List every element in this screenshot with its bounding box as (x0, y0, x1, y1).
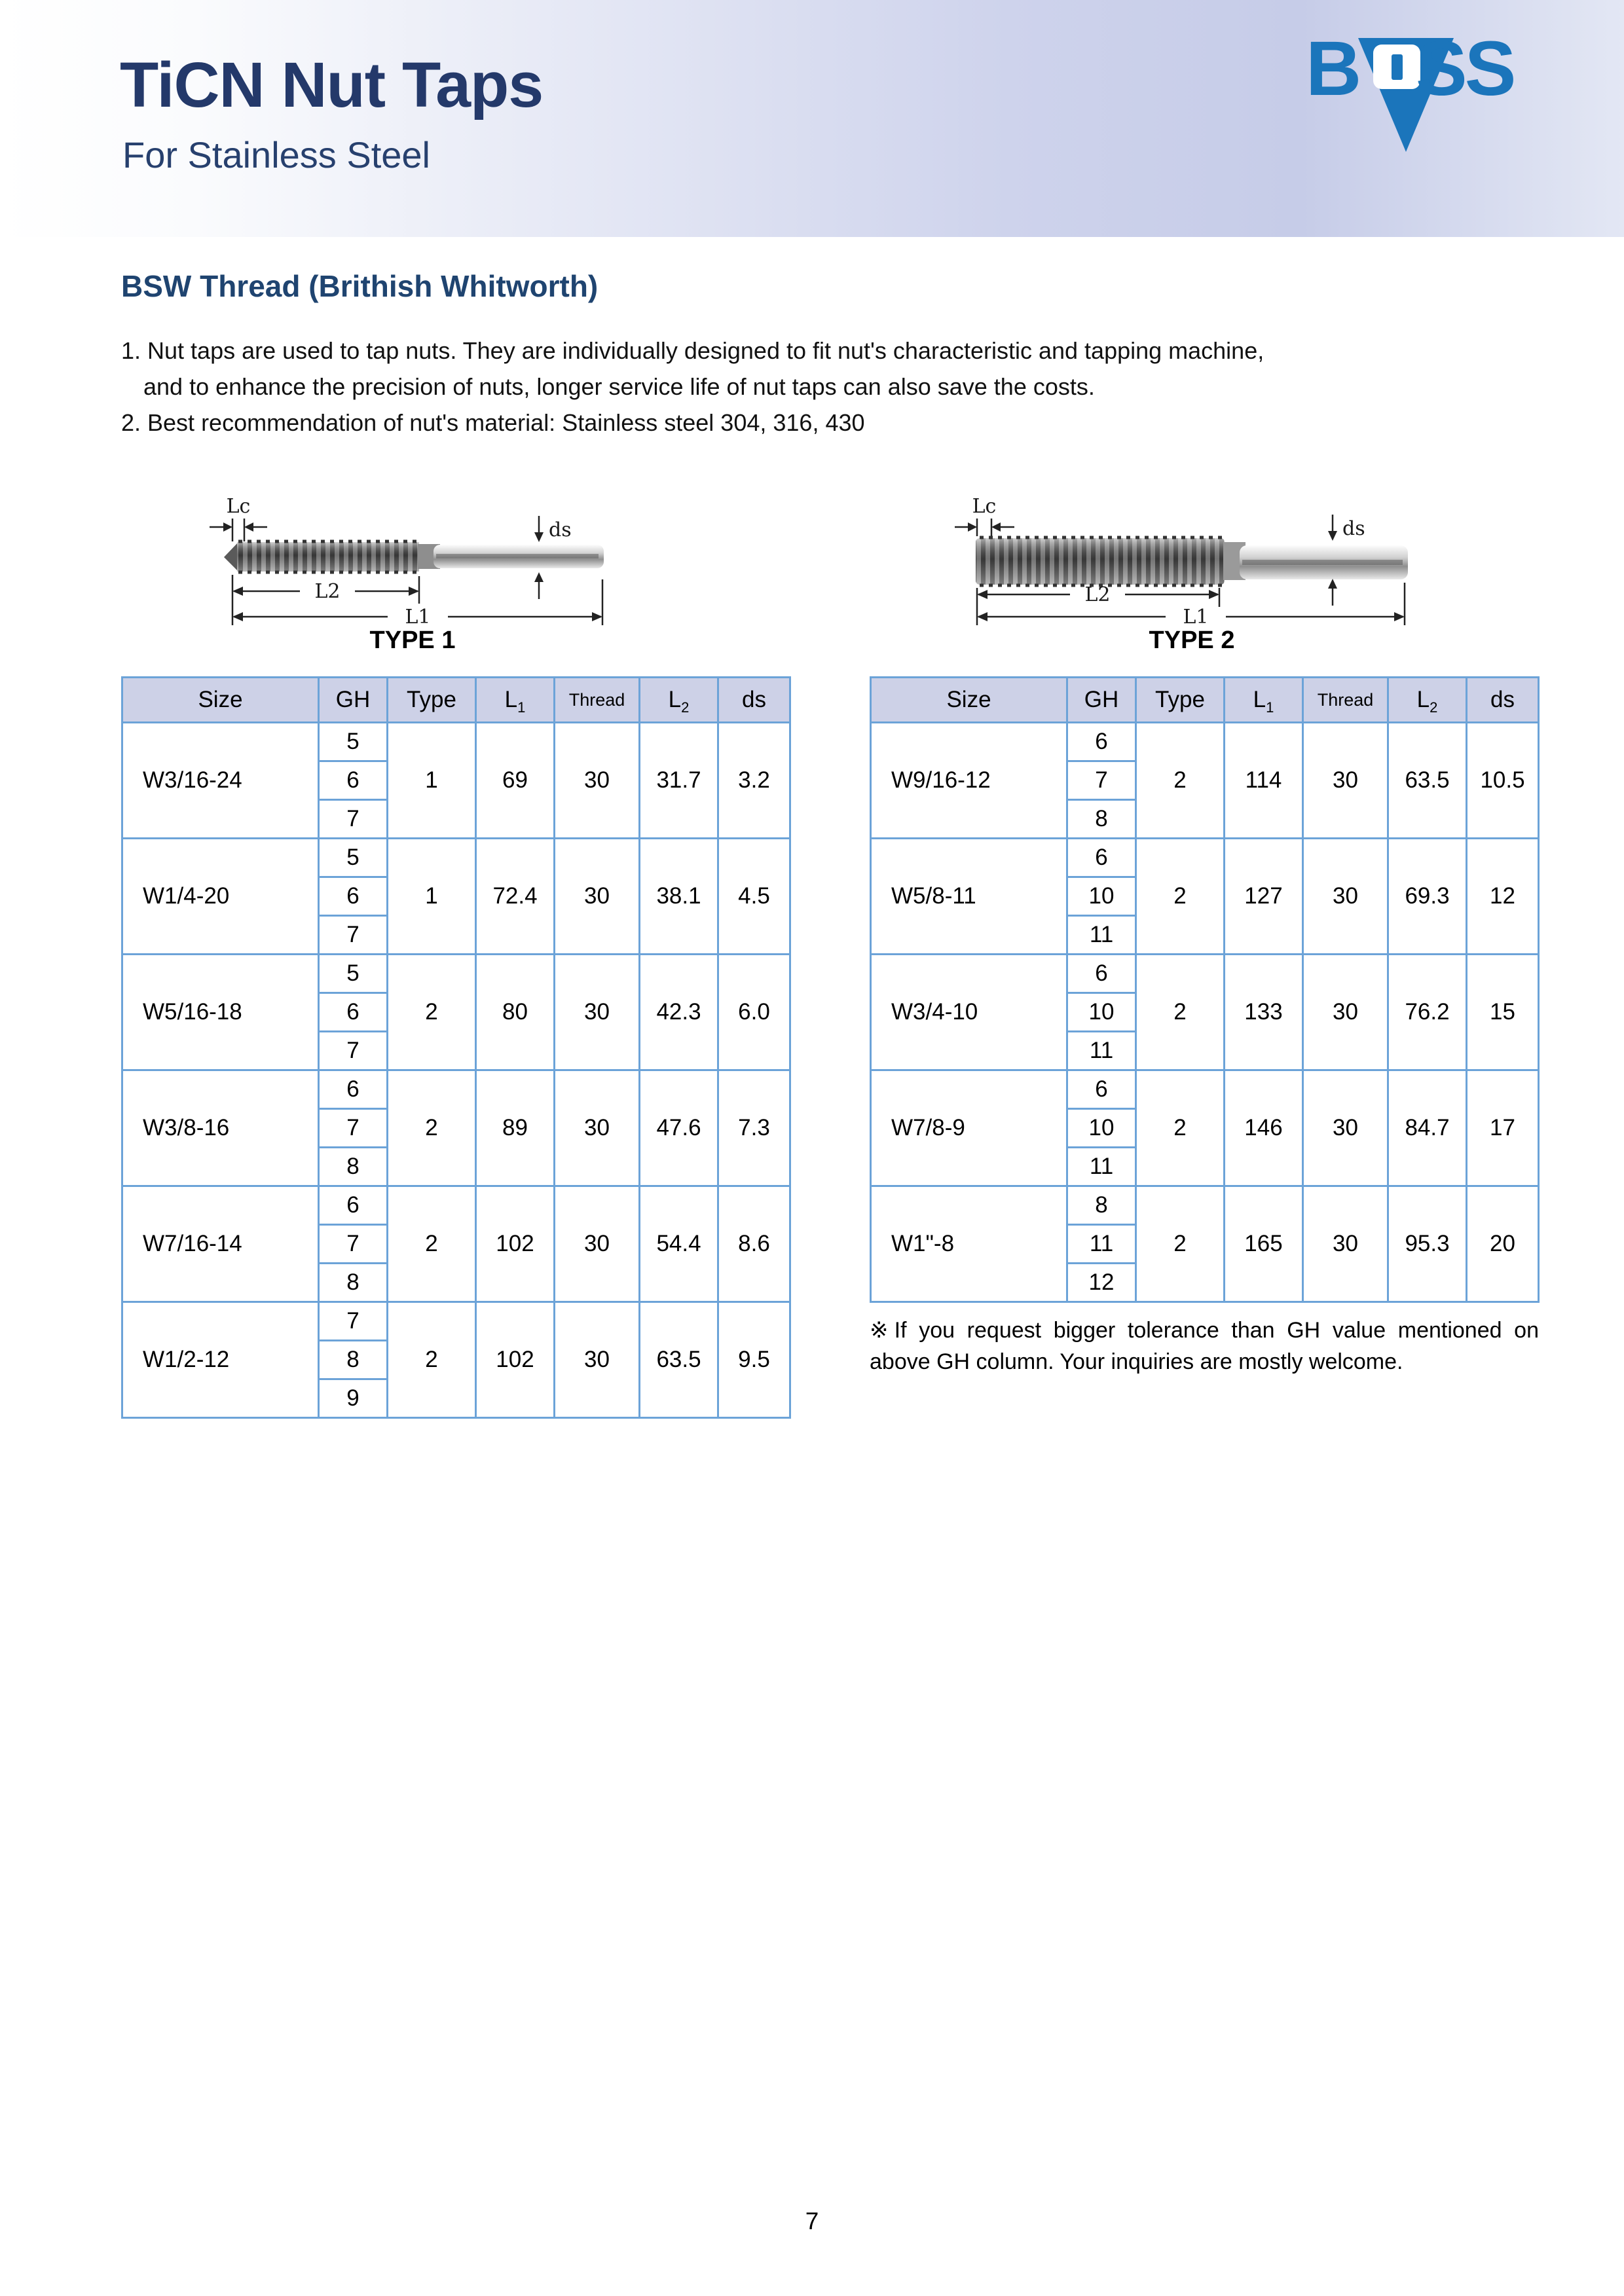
gh-cell: 11 (1067, 1225, 1136, 1264)
col-header-thread: Thread (555, 678, 640, 723)
type-cell: 2 (388, 1070, 476, 1186)
size-cell: W7/8-9 (871, 1070, 1067, 1186)
type2-lc-arrow-left-head (968, 522, 977, 532)
ds-cell: 15 (1467, 955, 1539, 1070)
thread-cell: 30 (1303, 1070, 1388, 1186)
type-cell: 2 (1136, 839, 1225, 955)
type2-l1-label: L1 (1183, 606, 1209, 629)
gh-cell: 8 (319, 1341, 388, 1379)
table-row (122, 1186, 790, 1225)
type1-l1-head-left (232, 612, 243, 621)
page-number: 7 (805, 2208, 819, 2234)
ds-cell: 9.5 (718, 1302, 790, 1418)
gh-cell: 10 (1067, 1109, 1136, 1148)
l2-sub: 2 (1430, 699, 1438, 716)
gh-cell: 7 (319, 916, 388, 955)
size-cell: W3/16-24 (122, 723, 319, 839)
col-header-gh: GH (319, 678, 388, 723)
thread-cell: 30 (1303, 723, 1388, 839)
type1-ds-lower-head (534, 572, 544, 582)
ds-cell: 4.5 (718, 839, 790, 955)
col-header-gh: GH (1067, 678, 1136, 723)
thread-cell: 30 (555, 1070, 640, 1186)
size-cell: W9/16-12 (871, 723, 1067, 839)
l2-cell: 63.5 (640, 1302, 718, 1418)
gh-cell: 6 (319, 877, 388, 916)
type1-tap-tip (224, 542, 238, 572)
table-row (122, 1302, 790, 1341)
type2-l2-label: L2 (1084, 583, 1111, 606)
logo-letters-ss: SS (1416, 26, 1514, 112)
table-row (122, 723, 790, 761)
size-cell: W1/4-20 (122, 839, 319, 955)
thread-cell: 30 (1303, 1186, 1388, 1302)
l1-base: L (504, 687, 518, 712)
l2-cell: 69.3 (1388, 839, 1467, 955)
size-cell: W5/8-11 (871, 839, 1067, 955)
type1-ds-label: ds (549, 519, 572, 541)
type1-l2-head-right (409, 587, 419, 596)
type2-lc-label: Lc (972, 495, 997, 518)
type-cell: 2 (1136, 1070, 1225, 1186)
type-cell: 2 (1136, 723, 1225, 839)
thread-cell: 30 (555, 723, 640, 839)
table-row (871, 1070, 1539, 1109)
type2-caption: TYPE 2 (1149, 627, 1235, 654)
l1-cell: 102 (476, 1302, 555, 1418)
ds-cell: 20 (1467, 1186, 1539, 1302)
type2-l1-head-right (1394, 612, 1405, 621)
col-header-size: Size (122, 678, 319, 723)
l1-cell: 165 (1225, 1186, 1303, 1302)
type2-lc-arrow-right-head (991, 522, 1001, 532)
type2-l2-head-left (977, 590, 987, 599)
l1-base: L (1253, 687, 1266, 712)
l2-cell: 54.4 (640, 1186, 718, 1302)
gh-cell: 8 (1067, 1186, 1136, 1225)
thread-cell: 30 (1303, 955, 1388, 1070)
col-header-type: Type (1136, 678, 1225, 723)
type-cell: 2 (1136, 1186, 1225, 1302)
ds-cell: 3.2 (718, 723, 790, 839)
type2-l1-head-left (977, 612, 987, 621)
gh-cell: 5 (319, 723, 388, 761)
ds-cell: 10.5 (1467, 723, 1539, 839)
l1-sub: 1 (517, 699, 526, 716)
paragraph-2: 2. Best recommendation of nut's material: Stainless steel 304, 316, 430 (121, 409, 865, 436)
l2-sub: 2 (681, 699, 690, 716)
boss-logo (1304, 26, 1573, 164)
type-cell: 2 (1136, 955, 1225, 1070)
gh-cell: 12 (1067, 1264, 1136, 1302)
col-header-thread: Thread (1303, 678, 1388, 723)
l2-cell: 84.7 (1388, 1070, 1467, 1186)
size-cell: W3/4-10 (871, 955, 1067, 1070)
col-header-l1 (476, 678, 555, 723)
type1-l1-head-right (592, 612, 602, 621)
type-cell: 2 (388, 1302, 476, 1418)
ds-cell: 7.3 (718, 1070, 790, 1186)
gh-cell: 6 (319, 1070, 388, 1109)
paragraph-1-line-2: and to enhance the precision of nuts, longer service life of nut taps can also save the costs. (143, 373, 1095, 400)
gh-cell: 7 (319, 1225, 388, 1264)
ds-cell: 17 (1467, 1070, 1539, 1186)
gh-cell: 6 (319, 1186, 388, 1225)
l2-cell: 95.3 (1388, 1186, 1467, 1302)
type1-caption: TYPE 1 (369, 627, 456, 654)
gh-cell: 6 (1067, 955, 1136, 993)
table-row (871, 723, 1539, 761)
type2-ds-upper-head (1328, 531, 1337, 541)
thread-cell: 30 (555, 1302, 640, 1418)
ds-cell: 6.0 (718, 955, 790, 1070)
type-cell: 2 (388, 1186, 476, 1302)
thread-cell: 30 (555, 839, 640, 955)
type1-diagram (210, 495, 604, 654)
type1-lc-arrow-right-head (244, 522, 253, 532)
col-header-ds: ds (718, 678, 790, 723)
gh-cell: 6 (1067, 1070, 1136, 1109)
note-line-2: above GH column. Your inquiries are mostly welcome. (870, 1349, 1403, 1374)
l1-cell: 114 (1225, 723, 1303, 839)
l1-cell: 127 (1225, 839, 1303, 955)
tap-diagrams (0, 481, 1624, 661)
table-row (122, 839, 790, 877)
gh-cell: 11 (1067, 1148, 1136, 1186)
l1-cell: 102 (476, 1186, 555, 1302)
paragraph-1-line-1: 1. Nut taps are used to tap nuts. They are individually designed to fit nut's characteristic and tapping machine, (121, 337, 1264, 364)
l1-cell: 72.4 (476, 839, 555, 955)
l2-cell: 42.3 (640, 955, 718, 1070)
type1-l2-label: L2 (314, 580, 341, 603)
spec-table-left (121, 676, 791, 1419)
gh-cell: 7 (1067, 761, 1136, 800)
table-row (122, 955, 790, 993)
type1-thread-shade (237, 542, 419, 572)
gh-cell: 8 (1067, 800, 1136, 839)
thread-cell: 30 (555, 955, 640, 1070)
col-header-size: Size (871, 678, 1067, 723)
table-header-row (871, 678, 1539, 723)
gh-tolerance-note (870, 1315, 1539, 1377)
l2-base: L (668, 687, 682, 712)
l1-cell: 80 (476, 955, 555, 1070)
type1-ds-upper-head (534, 532, 544, 542)
intro-paragraphs (121, 333, 1509, 441)
type2-ds-lower-head (1328, 579, 1337, 589)
section-heading: BSW Thread (Brithish Whitworth) (121, 269, 599, 303)
col-header-l2 (1388, 678, 1467, 723)
gh-cell: 5 (319, 955, 388, 993)
type1-lc-arrow-left-head (223, 522, 232, 532)
col-header-ds: ds (1467, 678, 1539, 723)
size-cell: W3/8-16 (122, 1070, 319, 1186)
gh-cell: 11 (1067, 1032, 1136, 1070)
page-subtitle: For Stainless Steel (122, 134, 430, 175)
gh-cell: 7 (319, 1302, 388, 1341)
col-header-type: Type (388, 678, 476, 723)
l1-cell: 89 (476, 1070, 555, 1186)
type2-l2-head-right (1209, 590, 1219, 599)
l2-cell: 38.1 (640, 839, 718, 955)
type-cell: 1 (388, 839, 476, 955)
gh-cell: 9 (319, 1379, 388, 1418)
table-row (122, 1070, 790, 1109)
page-banner (0, 0, 1624, 237)
gh-cell: 10 (1067, 877, 1136, 916)
thread-cell: 30 (555, 1186, 640, 1302)
l1-cell: 69 (476, 723, 555, 839)
l1-cell: 133 (1225, 955, 1303, 1070)
type1-shank-band (436, 554, 599, 558)
type2-shank-band (1242, 560, 1403, 565)
size-cell: W1"-8 (871, 1186, 1067, 1302)
gh-cell: 7 (319, 1109, 388, 1148)
type2-ds-label: ds (1342, 517, 1365, 540)
thread-cell: 30 (1303, 839, 1388, 955)
logo-letter-b: B (1306, 26, 1362, 112)
col-header-l1 (1225, 678, 1303, 723)
type2-diagram (955, 495, 1408, 654)
table-header-row (122, 678, 790, 723)
size-cell: W5/16-18 (122, 955, 319, 1070)
gh-cell: 7 (319, 800, 388, 839)
logo-o-bar (1392, 54, 1403, 80)
gh-cell: 8 (319, 1148, 388, 1186)
spec-table-right (870, 676, 1540, 1303)
size-cell: W1/2-12 (122, 1302, 319, 1418)
l2-cell: 31.7 (640, 723, 718, 839)
l1-sub: 1 (1266, 699, 1274, 716)
type2-thread-shade (976, 538, 1225, 585)
type-cell: 1 (388, 723, 476, 839)
gh-cell: 11 (1067, 916, 1136, 955)
table-row (871, 955, 1539, 993)
l2-cell: 47.6 (640, 1070, 718, 1186)
gh-cell: 6 (1067, 723, 1136, 761)
page-title: TiCN Nut Taps (120, 49, 544, 120)
col-header-l2 (640, 678, 718, 723)
gh-cell: 7 (319, 1032, 388, 1070)
gh-cell: 6 (1067, 839, 1136, 877)
type1-l2-head-left (232, 587, 243, 596)
size-cell: W7/16-14 (122, 1186, 319, 1302)
type-cell: 2 (388, 955, 476, 1070)
note-line-1: ※If you request bigger tolerance than GH value mentioned on (870, 1318, 1539, 1343)
gh-cell: 10 (1067, 993, 1136, 1032)
gh-cell: 6 (319, 761, 388, 800)
gh-cell: 5 (319, 839, 388, 877)
type1-l1-label: L1 (405, 606, 431, 629)
l2-base: L (1416, 687, 1430, 712)
table-row (871, 839, 1539, 877)
gh-cell: 8 (319, 1264, 388, 1302)
ds-cell: 8.6 (718, 1186, 790, 1302)
table-row (871, 1186, 1539, 1225)
l1-cell: 146 (1225, 1070, 1303, 1186)
type1-lc-label: Lc (226, 495, 251, 518)
l2-cell: 76.2 (1388, 955, 1467, 1070)
ds-cell: 12 (1467, 839, 1539, 955)
l2-cell: 63.5 (1388, 723, 1467, 839)
gh-cell: 6 (319, 993, 388, 1032)
